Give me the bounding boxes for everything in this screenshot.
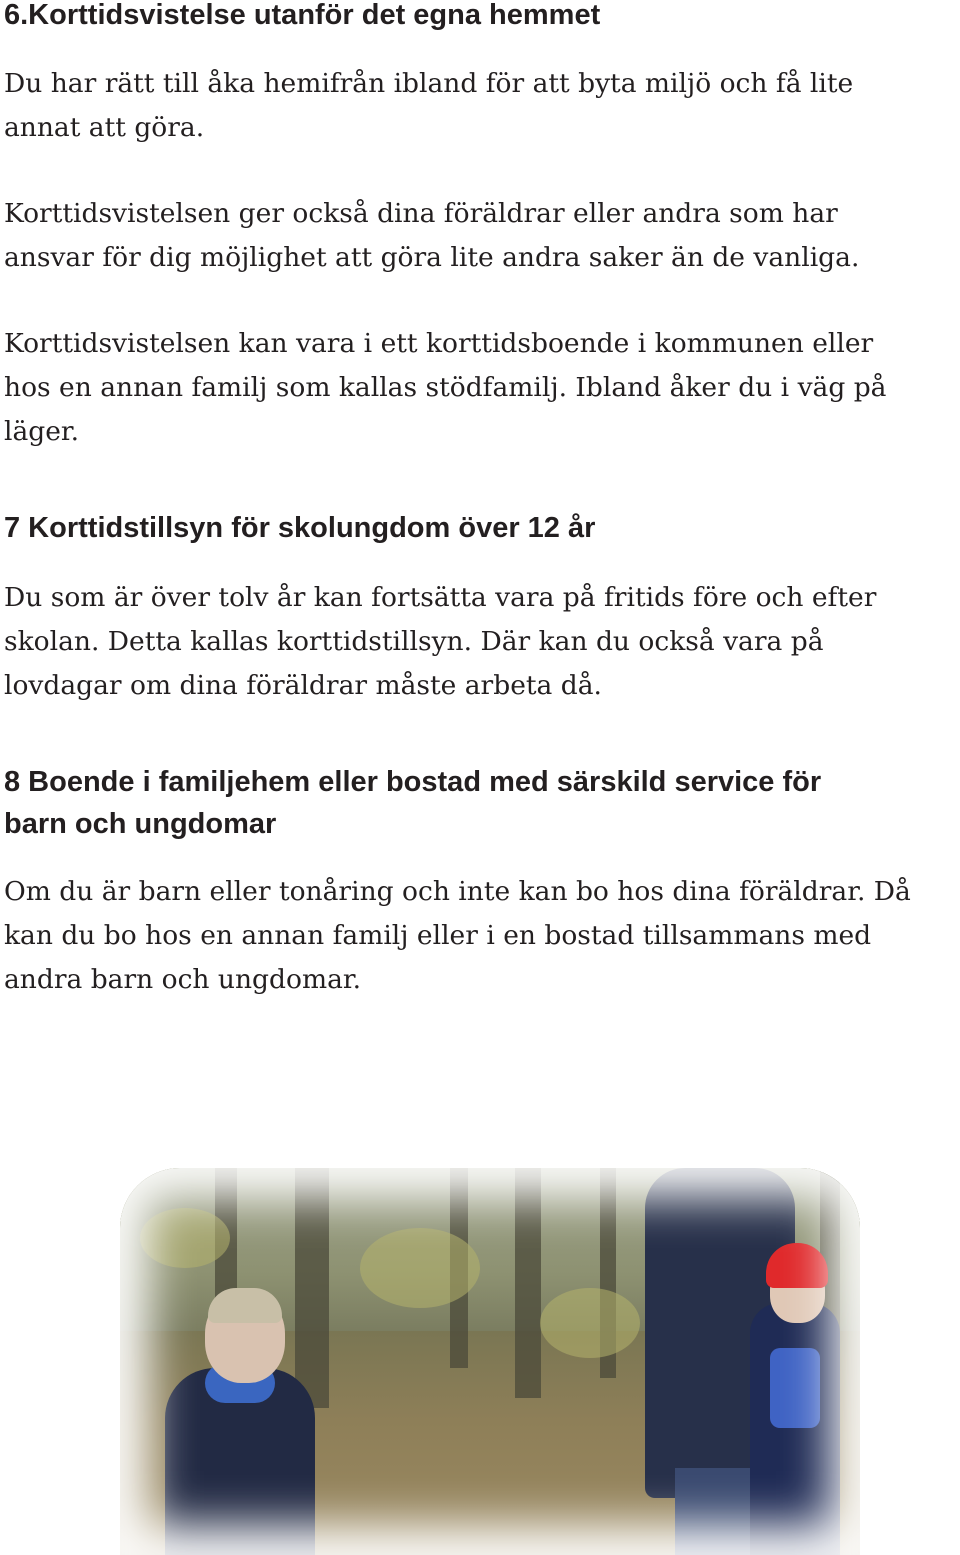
text-line: Du som är över tolv år kan fortsätta vara på fritids före och efter xyxy=(4,582,877,613)
text-line: Om du är barn eller tonåring och inte kan bo hos dina föräldrar. Då xyxy=(4,876,911,907)
text-line: Korttidsvistelsen ger också dina föräldrar eller andra som har xyxy=(4,198,838,229)
text-line: kan du bo hos en annan familj eller i en bostad tillsammans med xyxy=(4,920,872,951)
foliage xyxy=(540,1288,640,1358)
text-line: skolan. Detta kallas korttidstillsyn. Där kan du också vara på xyxy=(4,626,824,657)
child-right-jacket xyxy=(750,1303,840,1555)
text-line: Korttidsvistelsen kan vara i ett korttidsboende i kommunen eller xyxy=(4,328,874,359)
section-6-paragraph-2 xyxy=(4,192,859,280)
text-line: andra barn och ungdomar. xyxy=(4,964,362,995)
text-line: ansvar för dig möjlighet att göra lite andra saker än de vanliga. xyxy=(4,242,860,273)
section-8-paragraph xyxy=(4,870,911,1002)
section-8-heading xyxy=(4,761,821,845)
section-6-paragraph-3 xyxy=(4,322,886,454)
heading-line: barn och ungdomar xyxy=(4,808,277,840)
section-7-heading: 7 Korttidstillsyn för skolungdom över 12 år xyxy=(4,512,596,544)
section-6-paragraph-1 xyxy=(4,62,853,150)
child-right-jacket-stripe xyxy=(770,1348,820,1428)
text-line: Du har rätt till åka hemifrån ibland för att byta miljö och få lite xyxy=(4,68,854,99)
tree-trunk xyxy=(295,1168,329,1408)
heading-line: 8 Boende i familjehem eller bostad med särskild service för xyxy=(4,766,822,798)
text-line: annat att göra. xyxy=(4,112,205,143)
tree-trunk xyxy=(515,1168,541,1398)
text-line: läger. xyxy=(4,416,80,447)
section-7-paragraph xyxy=(4,576,876,708)
text-line: lovdagar om dina föräldrar måste arbeta då. xyxy=(4,670,602,701)
section-6-heading: 6.Korttidsvistelse utanför det egna hemmet xyxy=(4,0,601,31)
text-line: hos en annan familj som kallas stödfamilj. Ibland åker du i väg på xyxy=(4,372,887,403)
foliage xyxy=(360,1228,480,1308)
foliage xyxy=(140,1208,230,1268)
forest-family-photo xyxy=(120,1168,860,1555)
child-left-hair xyxy=(208,1288,282,1323)
